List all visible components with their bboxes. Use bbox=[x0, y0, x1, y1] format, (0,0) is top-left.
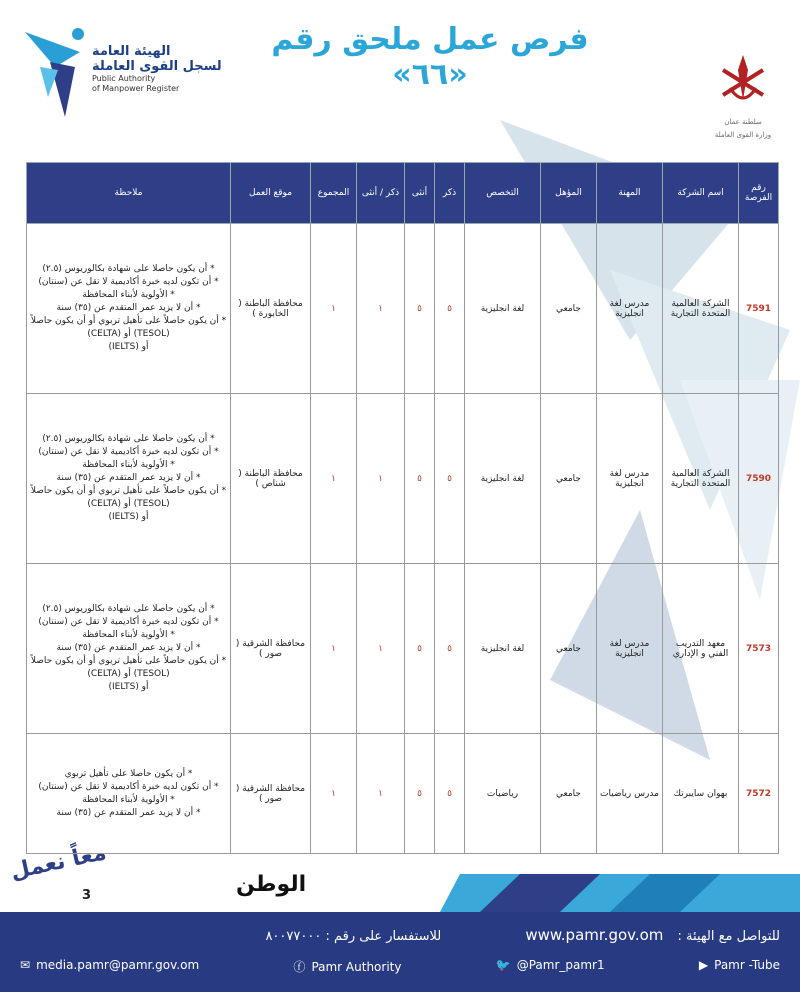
note-line: * أن يكون حاصلا على شهادة بكالوريوس (٢.٥) bbox=[42, 604, 215, 614]
jobs-table bbox=[26, 162, 779, 854]
authority-name-ar-1: الهيئة العامة bbox=[92, 44, 171, 59]
note-line: * الأولوية لأبناء المحافظة bbox=[82, 630, 175, 640]
header-cell: التخصص bbox=[465, 163, 541, 224]
job-id: 7590 bbox=[739, 394, 779, 564]
header-cell: رقم الفرصة bbox=[739, 163, 779, 224]
contact-row bbox=[20, 926, 780, 944]
total-count: ١ bbox=[311, 734, 357, 854]
youtube-text: Pamr -Tube bbox=[714, 958, 780, 972]
header-cell: أنثى bbox=[405, 163, 435, 224]
table-row bbox=[27, 734, 779, 854]
header-cell: المهنة bbox=[597, 163, 663, 224]
work-location: محافظة الشرقية ( صور ) bbox=[231, 734, 311, 854]
total-count: ١ bbox=[311, 224, 357, 394]
footer-decoration bbox=[0, 870, 800, 912]
email-icon: ✉ bbox=[20, 958, 31, 972]
twitter-text: @Pamr_pamr1 bbox=[516, 958, 605, 972]
note-line: * أن لا يزيد عمر المتقدم عن (٣٥) سنة bbox=[56, 473, 201, 483]
maan-slogan: معاً نعمل bbox=[8, 840, 109, 885]
social-row bbox=[20, 958, 780, 975]
both-count: ١ bbox=[357, 734, 405, 854]
header-cell: المؤهل bbox=[541, 163, 597, 224]
footer bbox=[0, 912, 800, 992]
female-count: ٥ bbox=[405, 564, 435, 734]
facebook-contact[interactable] bbox=[293, 958, 401, 975]
table-row bbox=[27, 224, 779, 394]
female-count: ٥ bbox=[405, 734, 435, 854]
header-cell: موقع العمل bbox=[231, 163, 311, 224]
notes bbox=[27, 224, 231, 394]
both-count: ١ bbox=[357, 224, 405, 394]
youtube-icon: ▶ bbox=[698, 958, 709, 972]
email-text: media.pamr@pamr.gov.om bbox=[36, 958, 200, 972]
twitter-icon: 🐦 bbox=[495, 958, 511, 972]
header bbox=[0, 0, 800, 160]
header-cell: اسم الشركة bbox=[663, 163, 739, 224]
table-header-row bbox=[27, 163, 779, 224]
profession: مدرس لغة انجليزية bbox=[597, 224, 663, 394]
work-location: محافظة الباطنة ( شناص ) bbox=[231, 394, 311, 564]
contact-label: للتواصل مع الهيئة : bbox=[677, 929, 780, 944]
male-count: ٥ bbox=[435, 564, 465, 734]
note-line: * أن يكون حاصلا على تأهيل تربوي bbox=[64, 768, 193, 779]
note-line: * أن يكون حاصلا على شهادة بكالوريوس (٢.٥) bbox=[42, 264, 215, 274]
authority-name-en-2: of Manpower Register bbox=[92, 84, 180, 93]
header-cell: ذكر bbox=[435, 163, 465, 224]
header-cell: ذكر / أنثى bbox=[357, 163, 405, 224]
note-line: * أن لا يزيد عمر المتقدم عن (٣٥) سنة bbox=[56, 643, 201, 653]
note-line: * الأولوية لأبناء المحافظة bbox=[82, 290, 175, 300]
authority-logo bbox=[20, 22, 230, 122]
company-name: معهد التدريب الفني و الإداري bbox=[663, 564, 739, 734]
qualification: جامعي bbox=[541, 224, 597, 394]
female-count: ٥ bbox=[405, 224, 435, 394]
note-line: أو (IELTS) bbox=[108, 682, 149, 692]
authority-name-en-1: Public Authority bbox=[92, 74, 156, 83]
header-cell: ملاحظة bbox=[27, 163, 231, 224]
specialty: لغة انجليزية bbox=[465, 564, 541, 734]
qualification: جامعي bbox=[541, 394, 597, 564]
note-line: * أن لا يزيد عمر المتقدم عن (٣٥) سنة bbox=[56, 807, 201, 818]
email-contact[interactable] bbox=[20, 958, 199, 975]
facebook-icon: ⓕ bbox=[293, 960, 306, 974]
both-count: ١ bbox=[357, 394, 405, 564]
note-line: أو (IELTS) bbox=[108, 512, 149, 522]
male-count: ٥ bbox=[435, 394, 465, 564]
note-line: * أن يكون حاصلاً على تأهيل تربوي أو أن يكون حاصلاً (TESOL) أو (CELTA) bbox=[30, 486, 227, 509]
total-count: ١ bbox=[311, 564, 357, 734]
note-line: * الأولوية لأبناء المحافظة bbox=[82, 460, 175, 470]
note-line: * أن يكون حاصلاً على تأهيل تربوي أو أن يكون حاصلاً (TESOL) أو (CELTA) bbox=[30, 656, 227, 679]
table-row bbox=[27, 394, 779, 564]
job-id: 7591 bbox=[739, 224, 779, 394]
work-location: محافظة الباطنة ( الخابورة ) bbox=[231, 224, 311, 394]
note-line: * أن لا يزيد عمر المتقدم عن (٣٥) سنة bbox=[56, 303, 201, 313]
specialty: لغة انجليزية bbox=[465, 394, 541, 564]
website-link[interactable]: www.pamr.gov.om bbox=[525, 926, 664, 944]
notes bbox=[27, 734, 231, 854]
authority-name-ar-2: لسجل القوى العاملة bbox=[92, 59, 222, 74]
notes bbox=[27, 394, 231, 564]
newspaper-name: الوطن bbox=[236, 872, 307, 897]
authority-logo-icon bbox=[20, 22, 90, 122]
job-id: 7573 bbox=[739, 564, 779, 734]
female-count: ٥ bbox=[405, 394, 435, 564]
job-id: 7572 bbox=[739, 734, 779, 854]
twitter-contact[interactable] bbox=[496, 958, 605, 975]
company-name: الشركة العالمية المتحدة التجارية bbox=[663, 224, 739, 394]
page-title: فرص عمل ملحق رقم «٦٦» bbox=[271, 22, 589, 92]
male-count: ٥ bbox=[435, 224, 465, 394]
qualification: جامعي bbox=[541, 564, 597, 734]
note-line: أو (IELTS) bbox=[108, 342, 149, 352]
profession: مدرس رياضيات bbox=[597, 734, 663, 854]
profession: مدرس لغة انجليزية bbox=[597, 564, 663, 734]
note-line: * أن تكون لديه خبرة أكاديمية لا تقل عن (سنتان) bbox=[38, 277, 219, 287]
specialty: لغة انجليزية bbox=[465, 224, 541, 394]
total-count: ١ bbox=[311, 394, 357, 564]
work-location: محافظة الشرقية ( صور ) bbox=[231, 564, 311, 734]
oman-emblem bbox=[708, 50, 778, 150]
youtube-contact[interactable] bbox=[699, 958, 780, 975]
emblem-caption-2: وزارة القوى العاملة bbox=[714, 131, 772, 139]
table-row bbox=[27, 564, 779, 734]
note-line: * أن تكون لديه خبرة أكاديمية لا تقل عن (سنتان) bbox=[38, 447, 219, 457]
note-line: * أن يكون حاصلا على شهادة بكالوريوس (٢.٥) bbox=[42, 434, 215, 444]
note-line: * أن تكون لديه خبرة أكاديمية لا تقل عن (سنتان) bbox=[38, 781, 219, 792]
note-line: * أن يكون حاصلاً على تأهيل تربوي أو أن يكون حاصلاً (TESOL) أو (CELTA) bbox=[30, 316, 227, 339]
company-name: بهوان سايبرتك bbox=[663, 734, 739, 854]
company-name: الشركة العالمية المتحدة التجارية bbox=[663, 394, 739, 564]
both-count: ١ bbox=[357, 564, 405, 734]
note-line: * الأولوية لأبناء المحافظة bbox=[82, 794, 175, 805]
profession: مدرس لغة انجليزية bbox=[597, 394, 663, 564]
notes bbox=[27, 564, 231, 734]
khanjar-emblem-icon bbox=[718, 50, 768, 110]
note-line: * أن تكون لديه خبرة أكاديمية لا تقل عن (سنتان) bbox=[38, 617, 219, 627]
emblem-caption-1: سلطنة عمان bbox=[724, 118, 762, 126]
specialty: رياضيات bbox=[465, 734, 541, 854]
page-number: 3 bbox=[82, 888, 92, 903]
inquiry-text: للاستفسار على رقم : ٨٠٠٧٧٠٠٠ bbox=[265, 929, 442, 944]
qualification: جامعي bbox=[541, 734, 597, 854]
male-count: ٥ bbox=[435, 734, 465, 854]
header-cell: المجموع bbox=[311, 163, 357, 224]
facebook-text: Pamr Authority bbox=[311, 960, 402, 974]
